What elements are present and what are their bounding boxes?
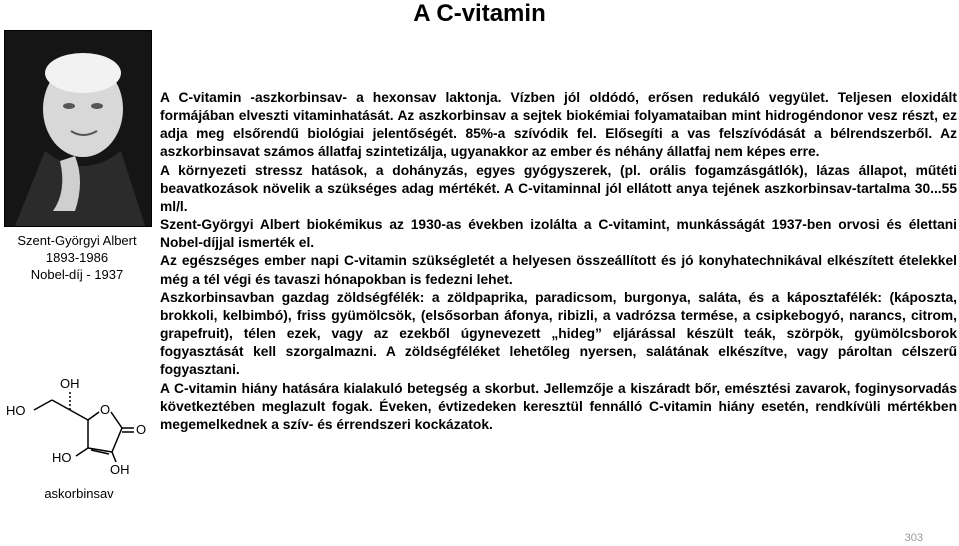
paragraph: Az egészséges ember napi C-vitamin szükségletét a helyesen összeállított és jó konyhatechnikával elkészített ételekkel még a tél végi és tavaszi hónapokban is fedezni lehet.: [160, 253, 957, 287]
caption-years: 1893-1986: [45, 250, 109, 265]
molecule-name: askorbinsav: [44, 486, 114, 501]
mol-label-o-ring: O: [100, 402, 111, 417]
caption-award: Nobel-díj - 1937: [30, 267, 124, 282]
page-number: 303: [904, 532, 923, 544]
paragraph: A C-vitamin hiány hatására kialakuló betegség a skorbut. Jellemzője a kiszáradt bőr, emésztési zavarok, foginysorvadás következtében meglazult fogak. Éveken, évtizedeken keresztül fennálló C-vitamin hiány esetén, rendkívüli mértékben megemelkednek a szív- és érrendszeri kockázatok.: [160, 380, 957, 432]
paragraph: Aszkorbinsavban gazdag zöldségfélék: a zöldpaprika, paradicsom, burgonya, saláta, és a káposztafélék: (káposzta, brokkoli, kelbimbó), friss gyümölcsök, (elsősorban áfonya, ribizli, a vadrózsa termése, a csipkebogyó, narancs, citrom, grapefruit), télen ezek, vagy az ezekből úgynevezett „hideg” eljárással készült teák, szörpök, gyümölcsborok fogyasztását kell szorgalmazni. A zöldségféléket lehetőleg nyersen, salátának elkészítve, vagy pároltan célszerű fogyasztani.: [160, 289, 957, 378]
paragraph: A C-vitamin -aszkorbinsav- a hexonsav laktonja. Vízben jól oldódó, erősen redukáló vegyület. Teljesen eloxidált formájában elveszti vitaminhatását. Az aszkorbinsav a sejtek biokémiai folyamataiban mint hidrogéndonor vesz részt, ez adja meg elsőrendű biológiai jelentőségét. 85%-a szívódik fel. Elősegíti a vas felszívódását a bélrendszerből. Az aszkorbinsavat számos állatfaj szintetizálja, ugyanakkor az ember és néhány állatfaj nem képes erre.: [160, 90, 957, 160]
portrait-illustration: [5, 31, 151, 226]
portrait-caption: [0, 232, 154, 283]
paragraph: A környezeti stressz hatások, a dohányzás, egyes gyógyszerek, (pl. orális fogamzásgátlók), lázas állapot, műtéti beavatkozások növelik a szükséges adag mértékét. A C-vitaminnal jól ellátott anya tejének aszkorbinsav-tartalma 30...55 ml/l.: [160, 162, 957, 214]
page-title: A C-vitamin: [413, 0, 546, 27]
mol-label-ho-bottom: HO: [52, 450, 72, 465]
mol-label-oh-bottom: OH: [110, 462, 130, 477]
portrait-photo: [4, 30, 152, 227]
mol-label-o-carbonyl: O: [136, 422, 147, 437]
body-text: [160, 89, 957, 434]
caption-name: Szent-Györgyi Albert: [17, 233, 137, 248]
paragraph: Szent-Györgyi Albert biokémikus az 1930-as években izolálta a C-vitamint, munkásságát 1937-ben orvosi és élettani Nobel-díjjal ismerték el.: [160, 217, 957, 251]
mol-label-oh-top: OH: [60, 376, 80, 391]
mol-label-ho-left: HO: [6, 403, 26, 418]
ascorbic-acid-structure: [4, 370, 154, 480]
